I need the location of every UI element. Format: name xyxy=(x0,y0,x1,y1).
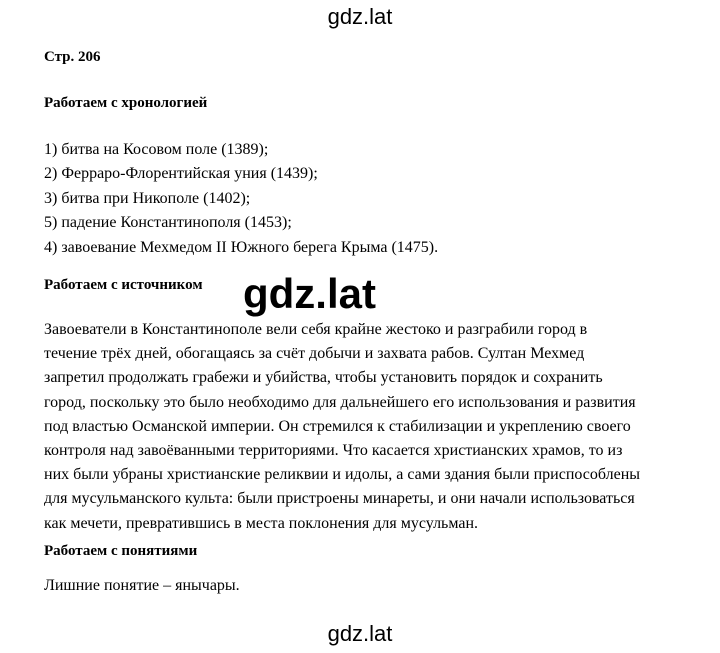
list-item: 4) завоевание Мехмедом II Южного берега Крыма (1475). xyxy=(44,238,439,256)
paragraph-line: под властью Османской империи. Он стремился к стабилизации и укреплению своего xyxy=(44,417,631,435)
watermark-top: gdz.lat xyxy=(327,4,393,29)
paragraph-line: для мусульманского культа: были пристроены минареты, и они начали использоваться xyxy=(44,490,635,508)
paragraph-line: город, поскольку это было необходимо для дальнейшего его использования и развития xyxy=(44,393,636,411)
list-item: 2) Ферраро-Флорентийская уния (1439); xyxy=(44,165,318,183)
list-item: 3) битва при Никополе (1402); xyxy=(44,189,251,207)
concepts-answer: Лишние понятие – янычары. xyxy=(44,577,240,594)
paragraph-line: них были убраны христианские реликвии и идолы, а сами здания были приспособлены xyxy=(44,466,641,484)
watermark-middle: gdz.lat xyxy=(243,270,376,317)
list-item: 1) битва на Косовом поле (1389); xyxy=(44,141,269,158)
source-paragraph xyxy=(44,318,694,536)
paragraph-line: Завоеватели в Константинополе вели себя крайне жестоко и разграбили город в xyxy=(44,321,588,338)
paragraph-line: как мечети, превратившись в места поклонения для мусульман. xyxy=(44,514,479,532)
paragraph-line: течение трёх дней, обогащаясь за счёт добычи и захвата рабов. Султан Мехмед xyxy=(44,345,585,363)
watermark-bottom: gdz.lat xyxy=(327,621,393,646)
heading-chronology: Работаем с хронологией xyxy=(44,95,208,111)
paragraph-line: контроля над завоёванными территориями. Что касается христианских храмов, то из xyxy=(44,442,623,460)
heading-source: Работаем с источником xyxy=(44,277,203,293)
paragraph-line: запретил продолжать грабежи и убийства, чтобы установить порядок и сохранить xyxy=(44,369,603,387)
chronology-list xyxy=(44,138,438,260)
page-number: Стр. 206 xyxy=(44,49,101,65)
list-item: 5) падение Константинополя (1453); xyxy=(44,214,292,232)
heading-concepts: Работаем с понятиями xyxy=(44,543,198,559)
